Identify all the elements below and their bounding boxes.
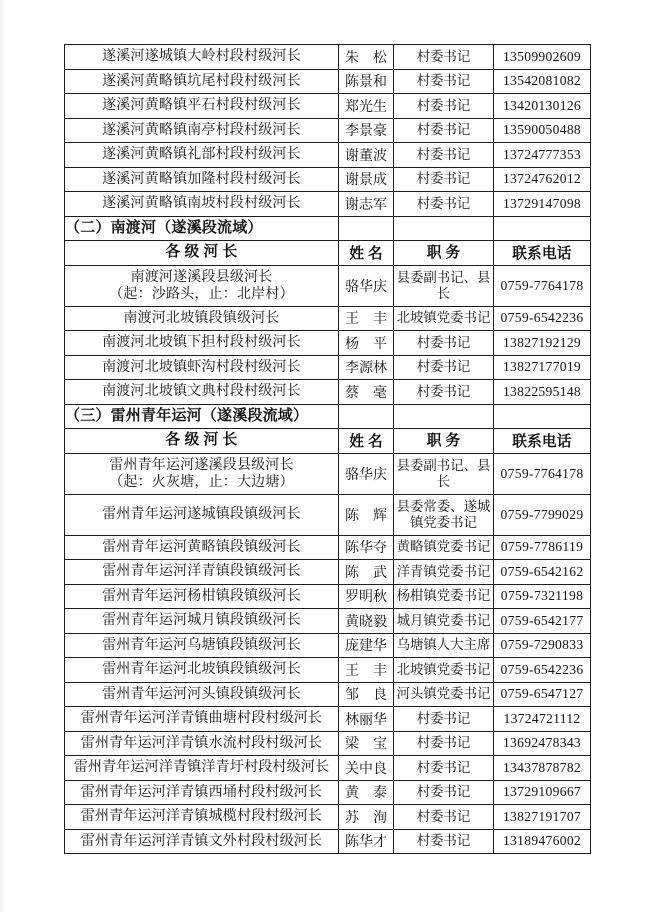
table-row [65,494,591,535]
table-row [65,756,591,781]
position-column-header: 职 务 [394,429,494,454]
position-cell: 村委书记 [394,143,494,168]
name-cell: 谢志军 [339,192,394,217]
phone-column-header: 联系电话 [494,429,591,454]
chief-cell: 雷州青年运河洋青镇洋青圩村段村级河长 [65,756,339,781]
name-cell: 陈华夺 [339,535,394,560]
phone-cell: 0759-6542162 [494,560,591,585]
position-cell: 村委书记 [394,331,494,356]
name-cell: 陈华才 [339,829,394,854]
name-cell: 谢景成 [339,167,394,192]
river-chiefs-table-body [65,45,591,854]
table-row [65,167,591,192]
name-cell: 王 丰 [339,658,394,683]
name-cell: 梁 宝 [339,731,394,756]
position-cell: 村委书记 [394,45,494,70]
chief-cell: 雷州青年运河洋青镇曲塘村段村级河长 [65,707,339,732]
phone-cell: 13724762012 [494,167,591,192]
chief-cell: 南渡河北坡镇段镇级河长 [65,306,339,331]
chief-cell: 南渡河北坡镇下担村段村级河长 [65,331,339,356]
chief-cell: 遂溪河黄略镇坑尾村段村级河长 [65,69,339,94]
position-cell: 黄略镇党委书记 [394,535,494,560]
section-title-cell: （二）南渡河（遂溪段流域） [65,216,339,241]
table-row [65,535,591,560]
position-cell: 县委副书记、县长 [394,265,494,306]
chief-cell: 雷州青年运河洋青镇文外村段村级河长 [65,829,339,854]
name-column-header: 姓 名 [339,241,394,266]
position-cell: 县委常委、遂城镇党委书记 [394,494,494,535]
phone-cell: 0759-6542236 [494,658,591,683]
position-cell: 村委书记 [394,118,494,143]
name-cell: 黄晓毅 [339,609,394,634]
empty-cell [339,216,394,241]
table-row [65,609,591,634]
position-cell: 村委书记 [394,756,494,781]
position-cell: 村委书记 [394,707,494,732]
table-row [65,306,591,331]
phone-cell: 13827177019 [494,355,591,380]
phone-cell: 13509902609 [494,45,591,70]
name-cell: 蔡 毫 [339,380,394,405]
chief-cell: 雷州青年运河洋青镇段镇级河长 [65,560,339,585]
empty-cell [394,404,494,429]
table-row [65,707,591,732]
phone-cell: 13827192129 [494,331,591,356]
table-row [65,829,591,854]
name-cell: 陈 武 [339,560,394,585]
chief-cell: 雷州青年运河洋青镇西埇村段村级河长 [65,780,339,805]
chief-column-header: 各 级 河 长 [65,241,339,266]
position-cell: 村委书记 [394,805,494,830]
chief-cell: 遂溪河黄略镇加隆村段村级河长 [65,167,339,192]
empty-cell [394,216,494,241]
column-header-row [65,241,591,266]
chief-cell: 雷州青年运河黄略镇段镇级河长 [65,535,339,560]
section-title-row [65,404,591,429]
position-cell: 村委书记 [394,192,494,217]
position-cell: 村委书记 [394,731,494,756]
phone-cell: 0759-7764178 [494,453,591,494]
name-cell: 谢董波 [339,143,394,168]
table-row [65,69,591,94]
name-cell: 陈景和 [339,69,394,94]
phone-cell: 0759-7290833 [494,633,591,658]
table-row [65,560,591,585]
phone-cell: 13724721112 [494,707,591,732]
chief-column-header: 各 级 河 长 [65,429,339,454]
position-cell: 县委副书记、县长 [394,453,494,494]
phone-cell: 13724777353 [494,143,591,168]
phone-cell: 0759-7321198 [494,584,591,609]
chief-cell: 遂溪河黄略镇南坡村段村级河长 [65,192,339,217]
table-row [65,45,591,70]
chief-cell: 遂溪河黄略镇礼部村段村级河长 [65,143,339,168]
phone-cell: 13827191707 [494,805,591,830]
chief-cell: 雷州青年运河河头镇段镇级河长 [65,682,339,707]
section-title-cell: （三）雷州青年运河（遂溪段流域） [65,404,339,429]
phone-cell: 13542081082 [494,69,591,94]
chief-cell: 雷州青年运河遂溪段县级河长 （起：火灰塘，止：大边塘） [65,453,339,494]
phone-cell: 13692478343 [494,731,591,756]
table-row [65,380,591,405]
column-header-row [65,429,591,454]
position-cell: 村委书记 [394,829,494,854]
name-cell: 陈 辉 [339,494,394,535]
position-cell: 村委书记 [394,355,494,380]
table-row [65,192,591,217]
phone-cell: 13189476002 [494,829,591,854]
table-row [65,780,591,805]
chief-cell: 雷州青年运河洋青镇水流村段村级河长 [65,731,339,756]
name-cell: 邹 良 [339,682,394,707]
phone-column-header: 联系电话 [494,241,591,266]
position-cell: 河头镇党委书记 [394,682,494,707]
chief-cell: 南渡河北坡镇文典村段村级河长 [65,380,339,405]
position-cell: 北坡镇党委书记 [394,658,494,683]
position-cell: 村委书记 [394,94,494,119]
position-cell: 北坡镇党委书记 [394,306,494,331]
chief-cell: 遂溪河遂城镇大岭村段村级河长 [65,45,339,70]
phone-cell: 13729109667 [494,780,591,805]
position-cell: 城月镇党委书记 [394,609,494,634]
chief-cell: 遂溪河黄略镇平石村段村级河长 [65,94,339,119]
phone-cell: 13437878782 [494,756,591,781]
table-row [65,453,591,494]
phone-cell: 13420130126 [494,94,591,119]
phone-cell: 0759-7786119 [494,535,591,560]
table-row [65,355,591,380]
phone-cell: 0759-6542236 [494,306,591,331]
table-row [65,682,591,707]
table-row [65,805,591,830]
empty-cell [494,404,591,429]
chief-cell: 南渡河遂溪段县级河长 （起：沙路头，止：北岸村） [65,265,339,306]
name-cell: 林丽华 [339,707,394,732]
name-cell: 罗明秋 [339,584,394,609]
name-cell: 杨 平 [339,331,394,356]
section-title-row [65,216,591,241]
name-cell: 苏 洵 [339,805,394,830]
chief-cell: 遂溪河黄略镇南亭村段村级河长 [65,118,339,143]
table-row [65,143,591,168]
position-cell: 村委书记 [394,69,494,94]
position-cell: 杨柑镇党委书记 [394,584,494,609]
chief-cell: 雷州青年运河城月镇段镇级河长 [65,609,339,634]
position-column-header: 职 务 [394,241,494,266]
table-row [65,265,591,306]
phone-cell: 13590050488 [494,118,591,143]
name-cell: 王 丰 [339,306,394,331]
name-cell: 骆华庆 [339,453,394,494]
name-cell: 黄 泰 [339,780,394,805]
table-row [65,584,591,609]
position-cell: 乌塘镇人大主席 [394,633,494,658]
chief-cell: 雷州青年运河乌塘镇段镇级河长 [65,633,339,658]
name-cell: 李景豪 [339,118,394,143]
empty-cell [339,404,394,429]
phone-cell: 13822595148 [494,380,591,405]
name-cell: 李源林 [339,355,394,380]
position-cell: 村委书记 [394,380,494,405]
name-cell: 骆华庆 [339,265,394,306]
position-cell: 村委书记 [394,780,494,805]
phone-cell: 0759-7799029 [494,494,591,535]
chief-cell: 南渡河北坡镇虾沟村段村级河长 [65,355,339,380]
phone-cell: 0759-6547127 [494,682,591,707]
phone-cell: 0759-6542177 [494,609,591,634]
table-row [65,118,591,143]
name-cell: 关中良 [339,756,394,781]
chief-cell: 雷州青年运河杨柑镇段镇级河长 [65,584,339,609]
table-row [65,731,591,756]
table-row [65,94,591,119]
river-chiefs-table [64,44,591,854]
chief-cell: 雷州青年运河遂城镇段镇级河长 [65,494,339,535]
name-column-header: 姓 名 [339,429,394,454]
position-cell: 村委书记 [394,167,494,192]
name-cell: 庞建华 [339,633,394,658]
position-cell: 洋青镇党委书记 [394,560,494,585]
table-row [65,633,591,658]
table-row [65,331,591,356]
phone-cell: 0759-7764178 [494,265,591,306]
name-cell: 郑光生 [339,94,394,119]
chief-cell: 雷州青年运河北坡镇段镇级河长 [65,658,339,683]
empty-cell [494,216,591,241]
name-cell: 朱 松 [339,45,394,70]
phone-cell: 13729147098 [494,192,591,217]
table-row [65,658,591,683]
chief-cell: 雷州青年运河洋青镇城榄村段村级河长 [65,805,339,830]
